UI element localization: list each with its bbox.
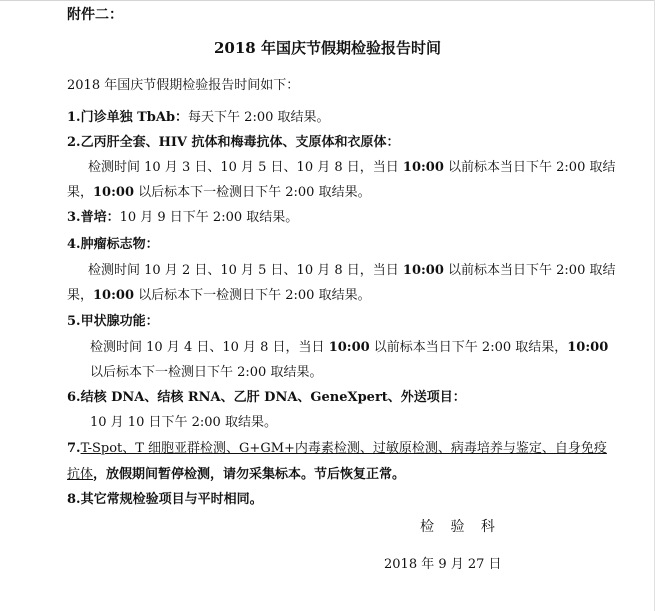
item-2-text: 检测时间 10 月 3 日、10 月 5 日、10 月 8 日，当日 <box>88 160 403 175</box>
item-2-text-cont: 以前标本当日下午 2:00 取结 <box>443 160 616 175</box>
item-1-text: 每天下午 2:00 取结果。 <box>188 110 330 125</box>
item-1 <box>67 109 330 127</box>
signature-date: 2018 年 9 月 27 日 <box>384 557 502 572</box>
document-title: 2018 年国庆节假期检验报告时间 <box>214 39 441 57</box>
item-4-text-2: 果， <box>67 288 94 303</box>
item-5-text: 检测时间 10 月 4 日、10 月 8 日，当日 <box>90 340 329 355</box>
item-5-line-2: 以后标本下一检测日下午 2:00 取结果。 <box>90 365 323 380</box>
item-4-text-cont: 以前标本当日下午 2:00 取结 <box>443 263 616 278</box>
item-7-line-1 <box>67 440 607 458</box>
item-3-text: 10 月 9 日下午 2:00 取结果。 <box>119 210 299 225</box>
item-2-heading: 2.乙丙肝全套、HIV 抗体和梅毒抗体、支原体和衣原体： <box>67 135 400 150</box>
item-6-heading: 6.结核 DNA、结核 RNA、乙肝 DNA、GeneXpert、外送项目： <box>67 390 466 405</box>
item-7-notice: ，放假期间暂停检测，请勿采集标本。节后恢复正常。 <box>93 467 406 482</box>
item-7-num: 7. <box>67 441 81 456</box>
item-1-label: 1.门诊单独 TbAb： <box>67 110 189 125</box>
item-6-text: 10 月 10 日下午 2:00 取结果。 <box>90 415 277 430</box>
item-5-cutoff-time-2: 10:00 <box>567 340 609 355</box>
item-5-heading: 5.甲状腺功能： <box>67 314 159 329</box>
item-2-cutoff-time-2: 10:00 <box>93 185 134 200</box>
top-border <box>0 0 655 1</box>
item-2-text-2: 果， <box>67 185 94 200</box>
item-4-text-3: 以后标本下一检测日下午 2:00 取结果。 <box>134 288 371 303</box>
item-4-cutoff-time-2: 10:00 <box>93 288 134 303</box>
item-5-line-1 <box>90 339 608 357</box>
item-4-line-1 <box>88 262 615 280</box>
annex-label: 附件二： <box>67 7 123 23</box>
item-4-cutoff-time: 10:00 <box>402 263 444 278</box>
item-2-cutoff-time: 10:00 <box>402 160 444 175</box>
item-3 <box>67 209 298 227</box>
item-2-text-3: 以后标本下一检测日下午 2:00 取结果。 <box>134 185 371 200</box>
item-5-cutoff-time: 10:00 <box>328 340 370 355</box>
item-8: 8.其它常规检验项目与平时相同。 <box>67 492 263 507</box>
item-7-suspended-tests-2: 抗体 <box>67 467 94 482</box>
item-3-label: 3.普培： <box>67 210 120 225</box>
item-2-line-2 <box>67 184 371 202</box>
item-4-heading: 4.肿瘤标志物： <box>67 237 159 252</box>
signature-department: 检 验 科 <box>420 519 501 535</box>
item-7-line-2 <box>67 466 405 484</box>
item-5-text-cont: 以前标本当日下午 2:00 取结果， <box>369 340 568 355</box>
intro-line: 2018 年国庆节假期检验报告时间如下： <box>67 78 300 93</box>
item-4-text: 检测时间 10 月 2 日、10 月 5 日、10 月 8 日，当日 <box>88 263 403 278</box>
item-7-suspended-tests: T-Spot、T 细胞亚群检测、G+GM+内毒素检测、过敏原检测、病毒培养与鉴定、自身免疫 <box>80 441 607 456</box>
item-4-line-2 <box>67 287 371 305</box>
item-2-line-1 <box>88 159 615 177</box>
